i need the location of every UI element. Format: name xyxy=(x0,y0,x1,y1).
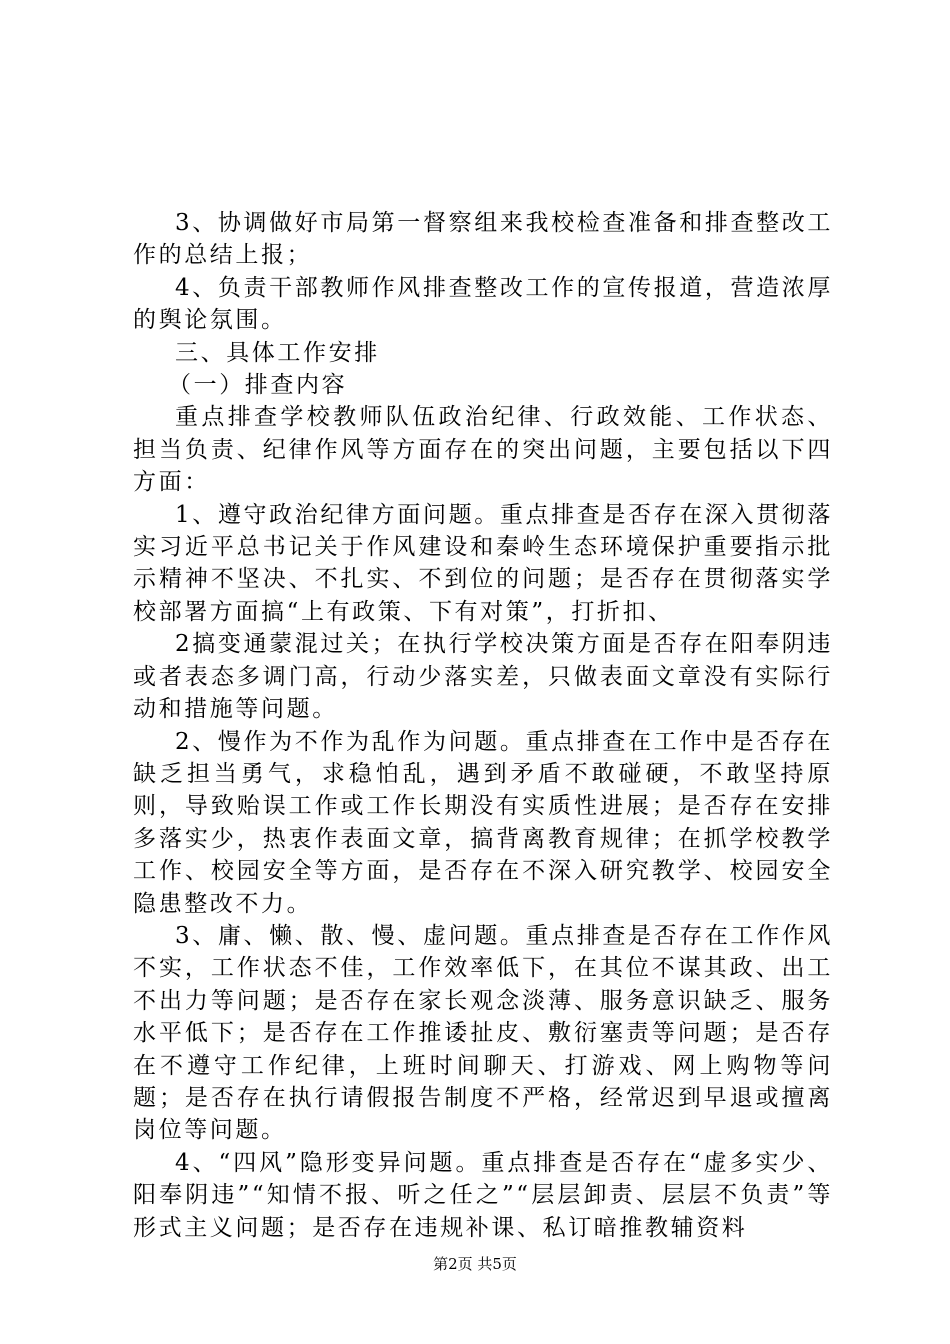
document-body xyxy=(133,207,833,1244)
paragraph-duty-4: 4、负责干部教师作风排查整改工作的宣传报道，营造浓厚的舆论氛围。 xyxy=(133,274,833,334)
subsection-heading: （一）排查内容 xyxy=(168,372,348,399)
paragraph-item-1: 1、遵守政治纪律方面问题。重点排查是否存在深入贯彻落实习近平总书记关于作风建设和秦岭生态环境保护重要指示批示精神不坚决、不扎实、不到位的问题；是否存在贯彻落实学校部署方面搞“上有政策、下有对策”，打折扣、 xyxy=(133,501,833,625)
paragraph-duty-3: 3、协调做好市局第一督察组来我校检查准备和排查整改工作的总结上报； xyxy=(133,210,833,269)
paragraph-item-1-continued: 2搞变通蒙混过关；在执行学校决策方面是否存在阳奉阴违或者表态多调门高，行动少落实差，只做表面文章没有实际行动和措施等问题。 xyxy=(133,631,833,723)
page-number-footer: 第2页 共5页 xyxy=(433,1255,517,1273)
paragraph-item-2: 2、慢作为不作为乱作为问题。重点排查在工作中是否存在缺乏担当勇气，求稳怕乱，遇到矛盾不敢碰硬，不敢坚持原则，导致贻误工作或工作长期没有实质性进展；是否存在安排多落实少，热衷作表面文章，搞背离教育规律；在抓学校教学工作、校园安全等方面，是否存在不深入研究教学、校园安全隐患整改不力。 xyxy=(133,728,833,917)
paragraph-item-4: 4、“四风”隐形变异问题。重点排查是否存在“虚多实少、阳奉阴违”“知情不报、听之任之”“层层卸责、层层不负责”等形式主义问题；是否存在违规补课、私订暗推教辅资料 xyxy=(133,1149,833,1241)
section-heading: 三、具体工作安排 xyxy=(175,339,380,366)
paragraph-overview: 重点排查学校教师队伍政治纪律、行政效能、工作状态、担当负责、纪律作风等方面存在的突出问题，主要包括以下四方面： xyxy=(133,404,833,496)
paragraph-item-3: 3、庸、懒、散、慢、虚问题。重点排查是否存在工作作风不实，工作状态不佳，工作效率低下，在其位不谋其政、出工不出力等问题；是否存在家长观念淡薄、服务意识缺乏、服务水平低下；是否存在工作推诿扯皮、敷衍塞责等问题；是否存在不遵守工作纪律，上班时间聊天、打游戏、网上购物等问题；是否存在执行请假报告制度不严格，经常迟到早退或擅离岗位等问题。 xyxy=(133,922,833,1144)
